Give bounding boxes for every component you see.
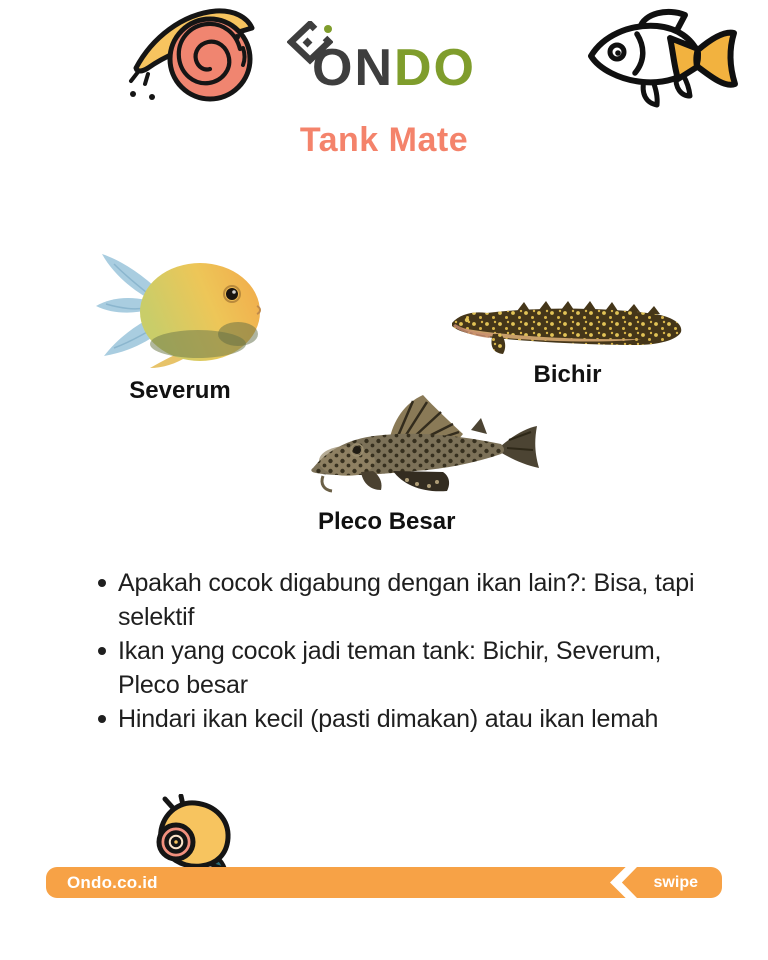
brand-name-do: DO	[394, 39, 476, 97]
page-title: Tank Mate	[299, 121, 469, 159]
chevron-left-icon	[610, 867, 637, 898]
bullet-list	[95, 566, 715, 736]
bichir-photo	[445, 298, 690, 354]
snail-icon	[124, 2, 268, 104]
site-label: Ondo.co.id	[67, 872, 158, 892]
severum-label: Severum	[129, 377, 231, 404]
pleco-photo	[303, 388, 543, 501]
bullet-item-tank-mates: Ikan yang cocok jadi teman tank: Bichir, Severum, Pleco besar	[95, 634, 715, 702]
goldfish-icon	[582, 6, 760, 124]
snail-icon	[143, 794, 235, 872]
swipe-indicator[interactable]: swipe	[653, 873, 698, 891]
pleco-figure	[303, 388, 543, 536]
pleco-label: Pleco Besar	[318, 508, 456, 535]
brand-name	[312, 39, 476, 97]
severum-photo	[92, 252, 268, 370]
bullet-item-avoid: Hindari ikan kecil (pasti dimakan) atau ikan lemah	[95, 702, 715, 736]
footer-bar	[46, 867, 722, 898]
bichir-label: Bichir	[533, 361, 602, 388]
bichir-figure	[445, 298, 690, 389]
brand-name-on: ON	[312, 39, 394, 97]
severum-figure	[92, 252, 268, 405]
bullet-item-compatibility: Apakah cocok digabung dengan ikan lain?: Bisa, tapi selektif	[95, 566, 715, 634]
